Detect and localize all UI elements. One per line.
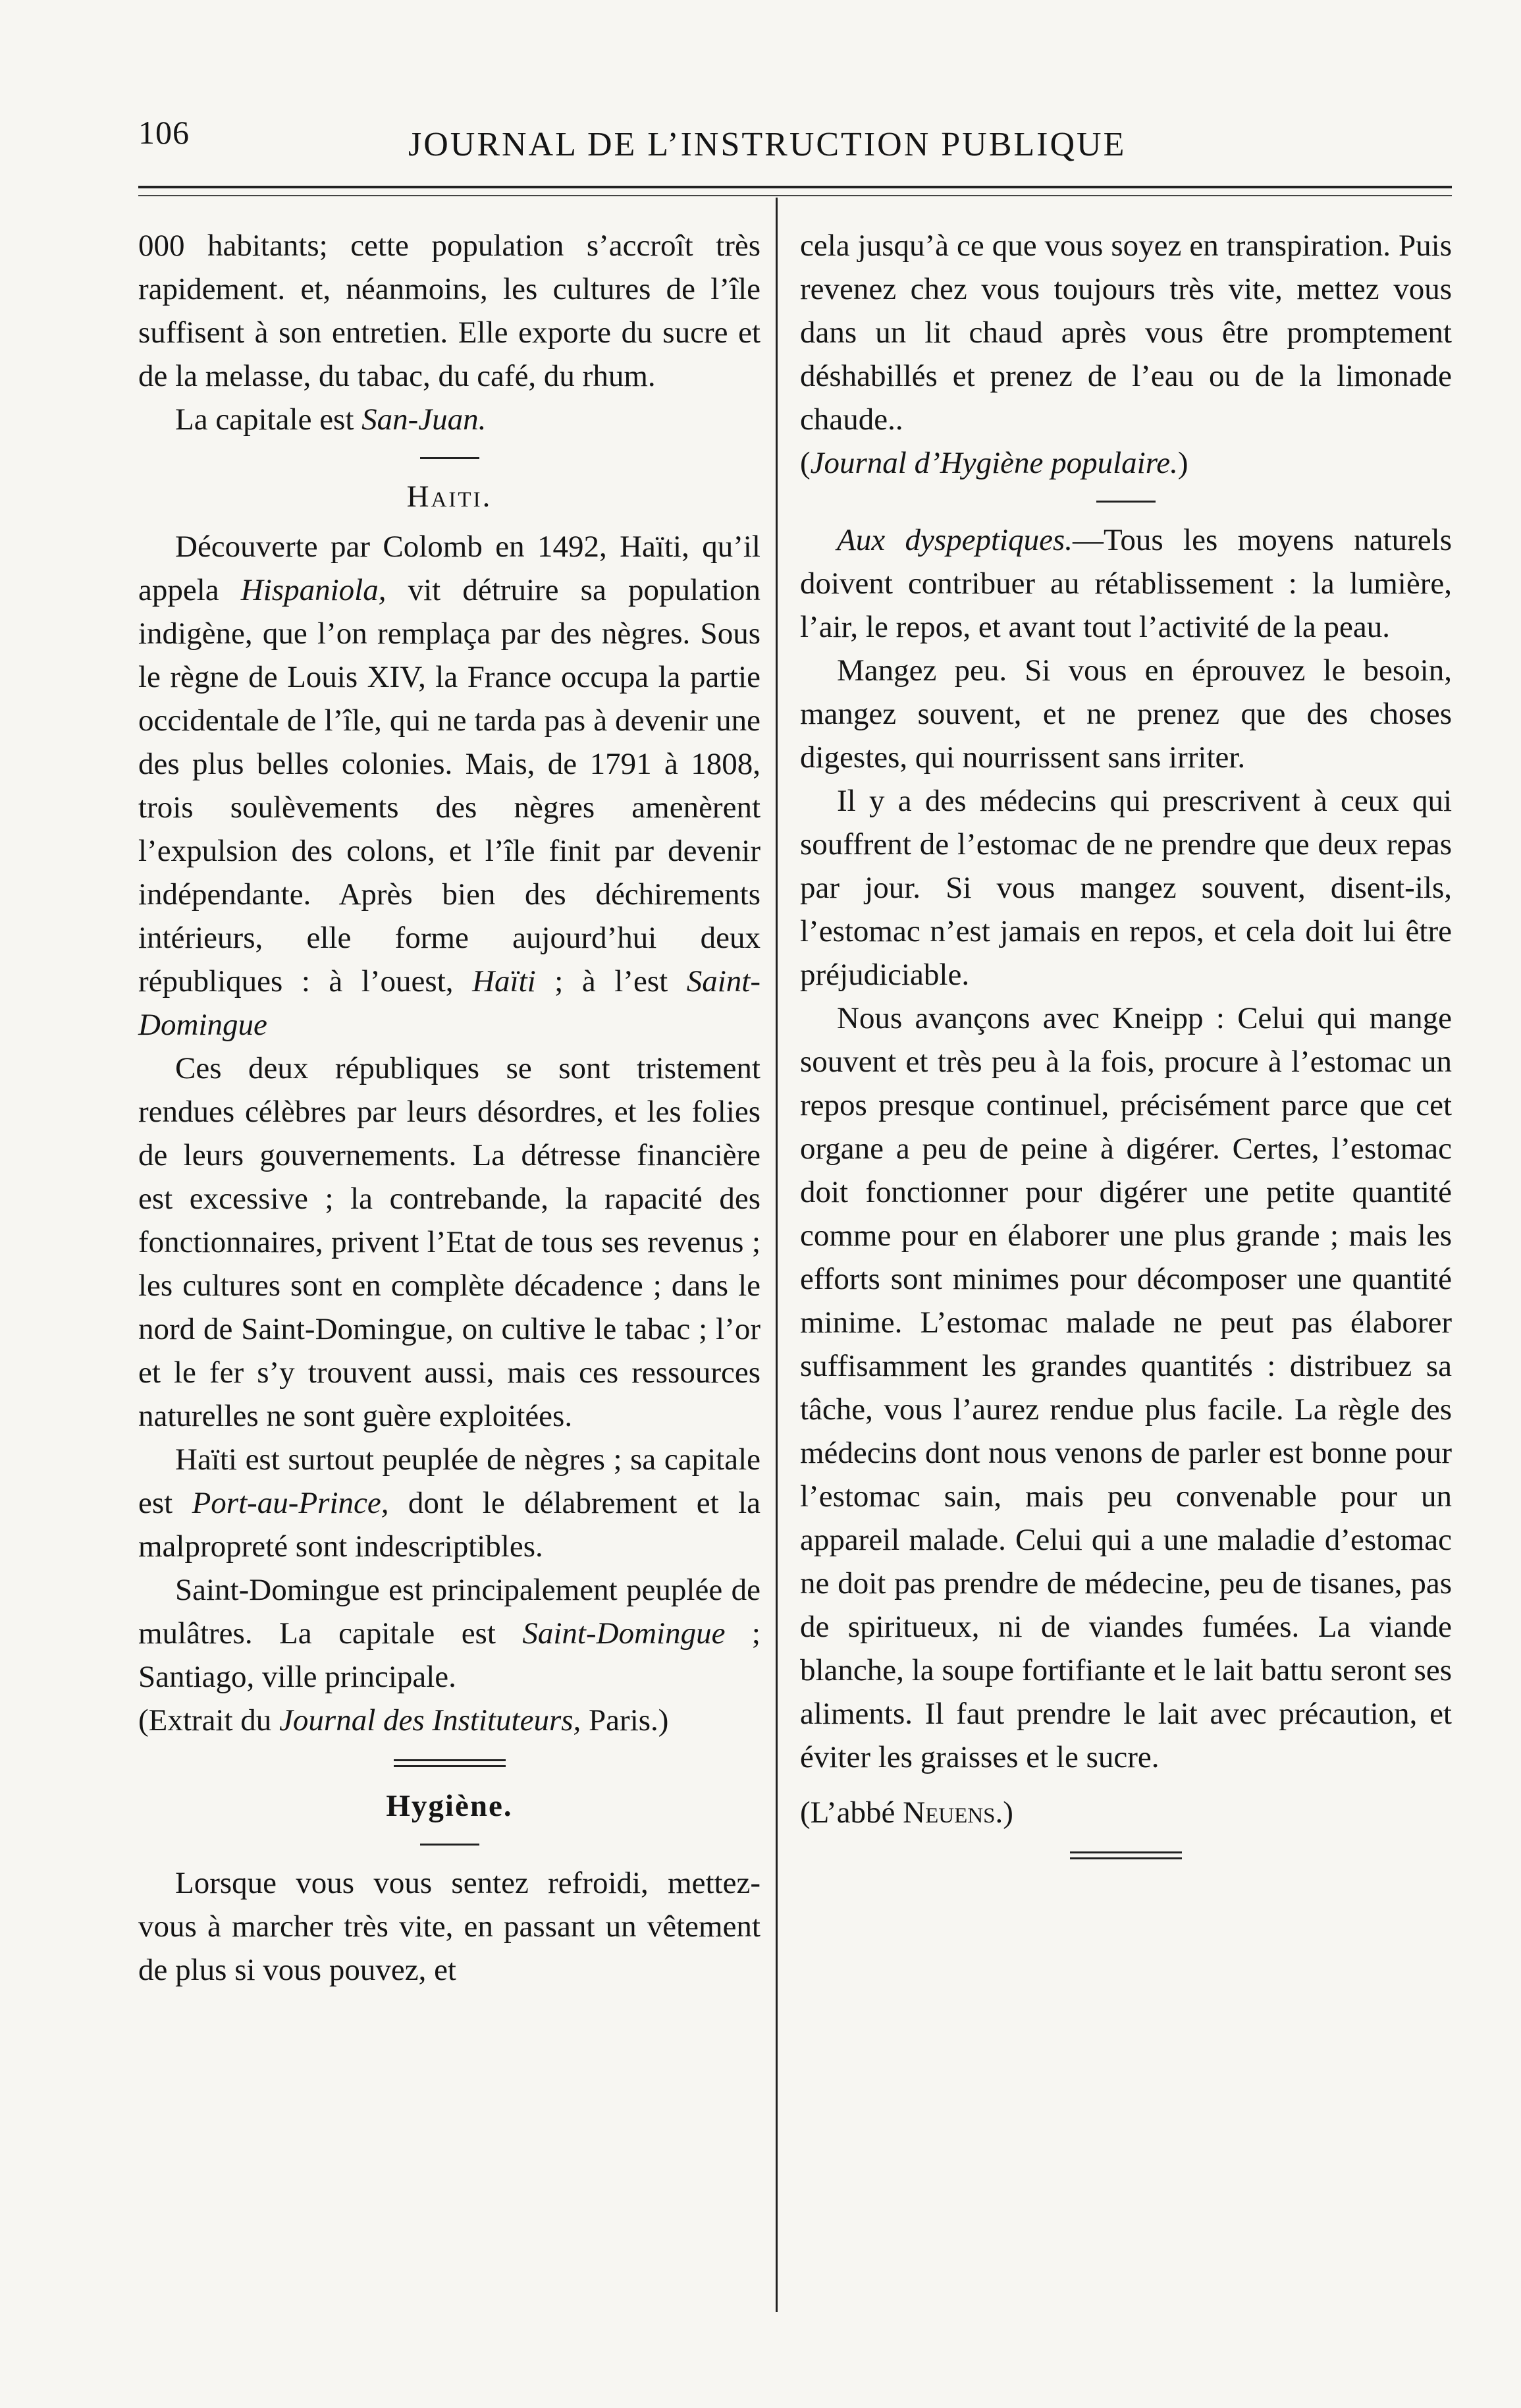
paragraph-haiti-disorders: Ces deux républiques se sont tristement rendues célèbres par leurs désordres, et les folies de leurs gouvernements. La détresse financière est excessive ; la contrebande, la rapacité des fonctionnaires, privent l’Etat de tous ses revenus ; les cultures sont en complète décadence ; dans le nord de Saint-Domingue, on cultive le tabac ; l’or et le fer s’y trouvent aussi, mais ces ressources naturelles ne sont guère exploitées.: [138, 1051, 761, 1433]
italic-saint-domingue: Saint-Domingue: [138, 964, 761, 1042]
text-run: —Tous les moyens naturels doivent contribuer au rétablissement : la lumière, l’air, le repos, et avant tout l’activité de la peau.: [800, 523, 1452, 644]
right-column: [800, 224, 1452, 1876]
haiti-heading: Haiti.: [406, 479, 493, 514]
source-citation: [138, 1699, 761, 1742]
paragraph-mangez-peu: Mangez peu. Si vous en éprouvez le besoin, mangez souvent, et ne prenez que des choses digestes, qui nourrissent sans irriter.: [800, 653, 1452, 775]
text-run: ): [1003, 1795, 1013, 1830]
column-divider: [776, 198, 778, 2312]
section-separator: [420, 457, 479, 459]
paragraph-kneipp: Nous avançons avec Kneipp : Celui qui mange souvent et très peu à la fois, procure à l’estomac un repos presque continuel, précisément parce que cet organe a peu de peine à digérer. Certes, l’estomac doit fonctionner pour digérer une petite quantité comme pour en élaborer une plus grande ; mais les efforts sont minimes pour décomposer une quantité minime. L’estomac malade ne peut pas élaborer suffisamment les grandes quantités : distribuez sa tâche, vous l’aurez rendue plus facile. La règle des médecins dont nous venons de parler est bonne pour l’estomac sain, mais peu convenable pour un appareil malade. Celui qui a une maladie d’estomac ne doit pas prendre de médecine, peu de tisanes, pas de spiritueux, ni de viandes fumées. La viande blanche, la soupe fortifiante et le lait battu seront ses aliments. Il faut prendre le lait avec précaution, et éviter les graisses et le sucre.: [800, 1001, 1452, 1774]
text-run: (: [800, 446, 811, 480]
text-run: dont le délabrement et la malpropreté sont indescriptibles.: [138, 1486, 761, 1564]
paragraph-dyspeptiques: [800, 518, 1452, 649]
text-run: (Extrait du: [138, 1703, 280, 1738]
section-separator: [1096, 501, 1156, 503]
paragraph-haiti-capital: [138, 1438, 761, 1568]
signature: [800, 1791, 1452, 1834]
text-run: Haïti est surtout peuplée de nègres ; sa capitale est: [138, 1442, 761, 1520]
source-citation-hygiene: [800, 441, 1452, 485]
text-run: ): [1177, 446, 1188, 480]
text-run: Saint-Domingue est principalement peuplée de mulâtres. La capitale est: [138, 1573, 761, 1651]
italic-haiti: Haïti: [472, 964, 536, 999]
header-rule: [138, 186, 1452, 188]
double-rule-end: [1070, 1851, 1182, 1859]
paragraph-continued: cela jusqu’à ce que vous soyez en transpiration. Puis revenez chez vous toujours très vite, mettez vous dans un lit chaud après vous être promptement déshabillés et prenez de l’eau ou de la limonade chaude..: [800, 229, 1452, 437]
italic-saint-domingue-capital: Saint-Domingue: [522, 1616, 726, 1651]
paragraph-medecins: Il y a des médecins qui prescrivent à ceux qui souffrent de l’estomac de ne prendre que deux repas par jour. Si vous mangez souvent, disent-ils, l’estomac n’est jamais en repos, et cela doit lui être préjudiciable.: [800, 784, 1452, 992]
header-rule-thin: [138, 195, 1452, 196]
italic-journal-hygiene: Journal d’Hygiène populaire.: [810, 446, 1178, 480]
italic-hispaniola: Hispaniola,: [240, 573, 387, 607]
text-run: Découverte par Colomb en 1492, Haïti, qu’il appela: [138, 530, 761, 607]
text-run: ; Santiago, ville principale.: [138, 1616, 761, 1694]
section-separator: [420, 1844, 479, 1846]
italic-port-au-prince: Port-au-Prince,: [192, 1486, 389, 1520]
capital-prefix: La capitale est: [175, 402, 362, 437]
left-column: [138, 224, 761, 1992]
text-run: ; à l’est: [535, 964, 687, 999]
paragraph-saint-domingue: [138, 1568, 761, 1699]
paragraph-population: 000 habitants; cette population s’accroît très rapidement. et, néanmoins, les cultures de l’île suffisent à son entretien. Elle exporte du sucre et de la melasse, du tabac, du café, du rhum.: [138, 229, 761, 393]
text-run: (L’abbé: [800, 1795, 903, 1830]
paragraph-hygiene: Lorsque vous vous sentez refroidi, mettez-vous à marcher très vite, en passant un vêtement de plus si vous pouvez, et: [138, 1866, 761, 1987]
italic-journal-instituteurs: Journal des Instituteurs,: [279, 1703, 581, 1738]
author-name: Neuens.: [903, 1795, 1003, 1830]
capital-name: San-Juan.: [361, 402, 487, 437]
section-title-haiti: [138, 475, 761, 518]
text-run: Paris.): [581, 1703, 669, 1738]
paragraph-capital: [138, 398, 761, 441]
running-head-title: JOURNAL DE L’INSTRUCTION PUBLIQUE: [408, 126, 1127, 163]
double-rule-separator: [394, 1759, 506, 1767]
page-number: 106: [138, 114, 190, 151]
text-run: vit détruire sa population indigène, que l’on remplaça par des nègres. Sous le règne de Louis XIV, la France occupa la partie occidentale de l’île, qui ne tarda pas à devenir une des plus belles colonies. Mais, de 1791 à 1808, trois soulèvements des nègres amenèrent l’expulsion des colons, et l’île finit par devenir indépendante. Après bien des déchirements intérieurs, elle forme aujourd’hui deux républiques : à l’ouest,: [138, 573, 761, 999]
paragraph-haiti-history: [138, 525, 761, 1047]
italic-aux-dyspeptiques: Aux dyspeptiques.: [837, 523, 1073, 557]
section-title-hygiene: Hygiène.: [386, 1789, 513, 1823]
